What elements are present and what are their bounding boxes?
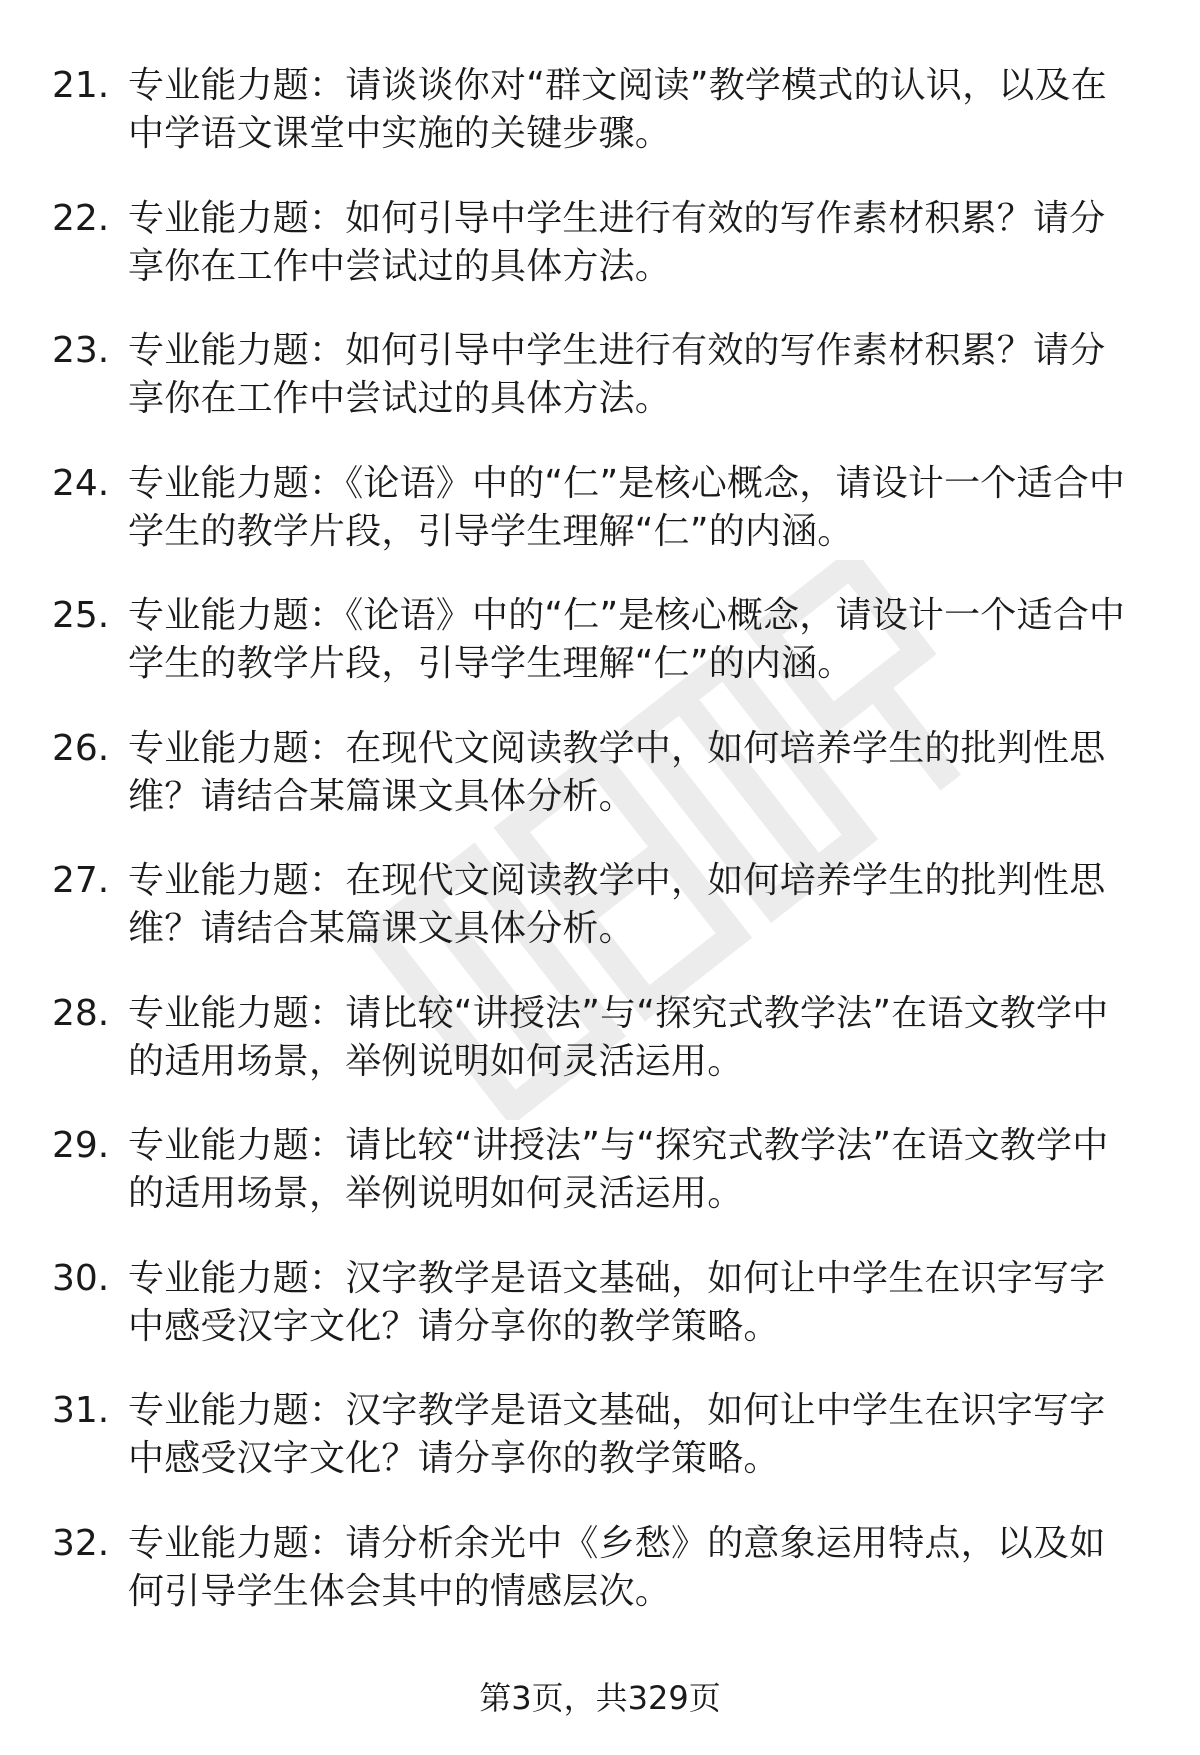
question-text: 专业能力题：《论语》中的“仁”是核心概念，请设计一个适合中学生的教学片段，引导学生理解“仁”的内涵。 [128,595,1126,684]
question-text: 专业能力题：如何引导中学生进行有效的写作素材积累？请分享你在工作中尝试过的具体方法。 [128,197,1106,287]
question-item [52,857,1152,990]
question-item [52,592,1152,725]
question-number: 24. [52,462,110,504]
question-number: 21. [52,65,110,106]
question-list [52,62,1152,1652]
page-number-footer: 第3页，共329页 [479,1679,721,1717]
question-text: 专业能力题：汉字教学是语文基础，如何让中学生在识字写字中感受汉字文化？请分享你的教学策略。 [128,1257,1106,1347]
question-text: 专业能力题：请分析余光中《乡愁》的意象运用特点，以及如何引导学生体会其中的情感层次。 [128,1522,1106,1612]
question-number: 22. [52,197,110,239]
question-item [52,327,1152,460]
question-item [52,1520,1152,1653]
question-item [52,62,1152,195]
question-item [52,1387,1152,1520]
question-number: 23. [52,330,110,371]
question-number: 25. [52,595,110,636]
question-number: 31. [52,1390,110,1431]
question-item [52,1122,1152,1255]
question-text: 专业能力题：请比较“讲授法”与“探究式教学法”在语文教学中的适用场景，举例说明如何灵活运用。 [128,992,1109,1082]
question-number: 30. [52,1257,110,1299]
question-item [52,990,1152,1123]
question-text: 专业能力题：请比较“讲授法”与“探究式教学法”在语文教学中的适用场景，举例说明如何灵活运用。 [128,1125,1109,1214]
question-text: 专业能力题：在现代文阅读教学中，如何培养学生的批判性思维？请结合某篇课文具体分析。 [128,860,1106,949]
question-number: 27. [52,860,110,901]
question-text: 专业能力题：《论语》中的“仁”是核心概念，请设计一个适合中学生的教学片段，引导学生理解“仁”的内涵。 [128,462,1126,552]
question-item [52,725,1152,858]
question-item [52,195,1152,328]
question-number: 32. [52,1522,110,1564]
question-number: 29. [52,1125,110,1166]
question-text: 专业能力题：汉字教学是语文基础，如何让中学生在识字写字中感受汉字文化？请分享你的教学策略。 [128,1390,1106,1479]
question-number: 28. [52,992,110,1034]
question-item [52,460,1152,593]
question-item [52,1255,1152,1388]
question-text: 专业能力题：在现代文阅读教学中，如何培养学生的批判性思维？请结合某篇课文具体分析。 [128,727,1106,817]
question-number: 26. [52,727,110,769]
question-text: 专业能力题：如何引导中学生进行有效的写作素材积累？请分享你在工作中尝试过的具体方法。 [128,330,1106,419]
question-text: 专业能力题：请谈谈你对“群文阅读”教学模式的认识，以及在中学语文课堂中实施的关键步骤。 [128,65,1107,154]
